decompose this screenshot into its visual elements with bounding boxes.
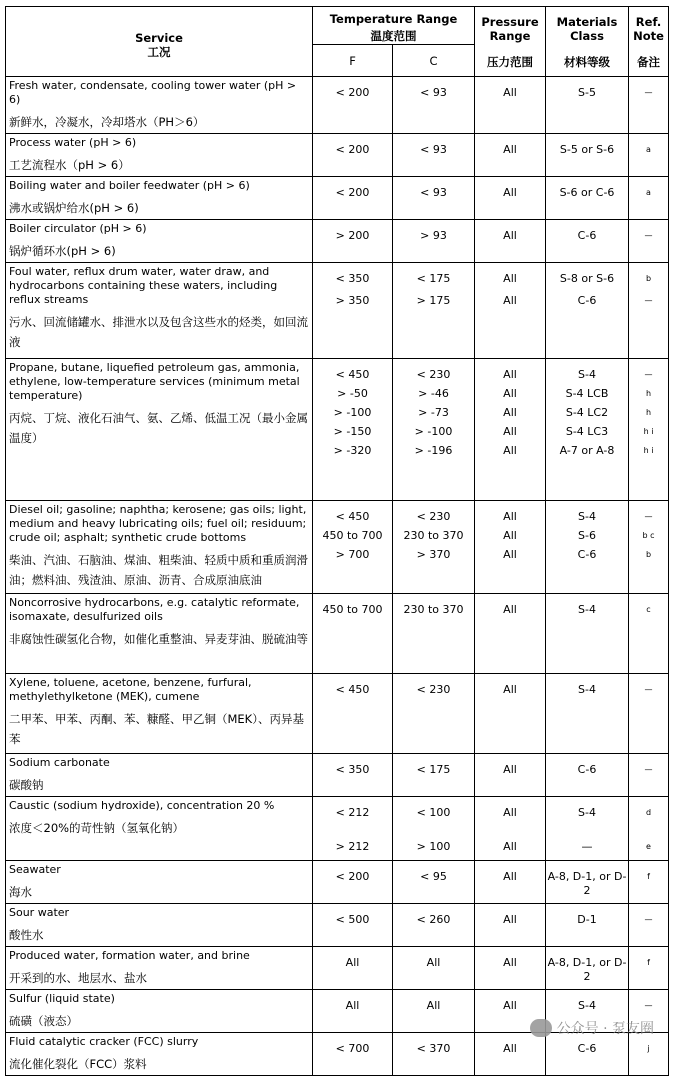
service-english: Produced water, formation water, and brine (9, 949, 250, 962)
ref-note: b (645, 550, 652, 559)
temp-f-value-cell (313, 861, 393, 904)
service-english: Diesel oil; gasoline; naphtha; kerosene; gas oils; light, medium and heavy lubricating oils; fuel oil; residuum; crude oil; asphalt; synthetic crude bottoms (9, 503, 307, 544)
temp-c-value: All (426, 956, 441, 969)
material-class-cell (546, 77, 629, 134)
temp-c-value-cell (393, 220, 475, 263)
pressure-value: All (503, 229, 517, 242)
ref-note: — (644, 1001, 653, 1010)
service-materials-table (5, 6, 669, 1076)
temp-f-value: < 350 (335, 763, 370, 776)
table-row (6, 359, 669, 501)
service-cell (6, 263, 313, 359)
pressure-value-cell (475, 501, 546, 594)
table-row (6, 1033, 669, 1076)
temp-f-value: < 700 (335, 1042, 370, 1055)
ref-note-cell (629, 134, 669, 177)
temp-c-value: < 93 (420, 86, 447, 99)
material-class: S-8 or S-6 (559, 272, 615, 285)
service-header: Service 工况 (6, 7, 313, 77)
pressure-value: All (503, 683, 517, 696)
service-english: Boiler circulator (pH > 6) (9, 222, 147, 235)
ref-note: c (646, 605, 651, 614)
material-class-cell (546, 359, 629, 501)
material-class: S-4 LCB (565, 387, 609, 400)
temp-c-value-cell (393, 263, 475, 359)
material-class: S-4 (578, 368, 596, 381)
temp-c-value: > -196 (414, 444, 453, 457)
materials-header: Materials Class 材料等级 (546, 7, 629, 77)
temp-c-value-cell (393, 177, 475, 220)
pressure-value-cell (475, 904, 546, 947)
material-class: S-4 (578, 510, 596, 523)
table-row (6, 134, 669, 177)
service-chinese: 锅炉循环水(pH > 6) (9, 244, 116, 258)
pressure-value-cell (475, 77, 546, 134)
material-class-cell (546, 594, 629, 674)
material-class: C-6 (577, 548, 597, 561)
service-english: Xylene, toluene, acetone, benzene, furfural, methylethylketone (MEK), cumene (9, 676, 252, 703)
ref-note-cell (629, 501, 669, 594)
table-row (6, 674, 669, 754)
pressure-value: All (503, 294, 517, 307)
service-chinese: 碳酸钠 (9, 778, 44, 792)
ref-note-cell (629, 861, 669, 904)
material-class: S-6 (578, 529, 596, 542)
service-chinese: 酸性水 (9, 928, 44, 942)
pressure-value-cell (475, 594, 546, 674)
temp-c-value-cell (393, 134, 475, 177)
table-row (6, 754, 669, 797)
material-class: S-4 (578, 683, 596, 696)
temp-c-value: > 93 (420, 229, 447, 242)
material-class: A-8, D-1, or D-2 (547, 870, 627, 897)
temp-c-value: > 100 (416, 840, 451, 853)
service-cell (6, 134, 313, 177)
pressure-value-cell (475, 754, 546, 797)
material-class-cell (546, 1033, 629, 1076)
ref-note-cell (629, 594, 669, 674)
pressure-value-cell (475, 359, 546, 501)
temp-f-value: < 200 (335, 870, 370, 883)
material-class-cell (546, 861, 629, 904)
service-chinese: 浓度＜20%的苛性钠（氢氧化钠） (9, 821, 185, 835)
material-class: S-5 or S-6 (559, 143, 615, 156)
temp-c-value-cell (393, 861, 475, 904)
material-class: S-5 (578, 86, 596, 99)
service-cell (6, 220, 313, 263)
service-cell (6, 990, 313, 1033)
temp-c-value: 230 to 370 (403, 529, 464, 542)
temp-f-value: < 200 (335, 143, 370, 156)
pressure-value: All (503, 186, 517, 199)
temp-f-value: < 450 (335, 510, 370, 523)
ref-note: — (644, 512, 653, 521)
pressure-value: All (503, 603, 517, 616)
ref-note: — (644, 370, 653, 379)
temp-c-value: < 260 (416, 913, 451, 926)
pressure-value: All (503, 143, 517, 156)
temp-f-value-cell (313, 947, 393, 990)
pressure-value-cell (475, 674, 546, 754)
ref-note-cell (629, 359, 669, 501)
table-row (6, 904, 669, 947)
temp-c-value: > -46 (418, 387, 449, 400)
ref-note: f (647, 958, 650, 967)
material-class-cell (546, 947, 629, 990)
temp-f-value: < 450 (335, 368, 370, 381)
temp-f-value: > -320 (333, 444, 372, 457)
material-class: S-4 (578, 806, 596, 819)
temp-f-value-cell (313, 263, 393, 359)
temp-f-value: > -150 (333, 425, 372, 438)
temp-c-value: < 230 (416, 368, 451, 381)
service-chinese: 丙烷、丁烷、液化石油气、氨、乙烯、低温工况（最小金属温度） (9, 411, 308, 445)
temp-c-value-cell (393, 990, 475, 1033)
material-class: S-4 LC2 (565, 406, 609, 419)
pressure-value: All (503, 387, 517, 400)
service-cell (6, 947, 313, 990)
pressure-value: All (503, 272, 517, 285)
material-class: C-6 (577, 229, 597, 242)
ref-note-cell (629, 177, 669, 220)
temp-f-value: < 450 (335, 683, 370, 696)
service-cell (6, 1033, 313, 1076)
ref-note-cell (629, 263, 669, 359)
temp-f-value-cell (313, 674, 393, 754)
pressure-value-cell (475, 177, 546, 220)
temp-c-value-cell (393, 594, 475, 674)
temp-f-value-cell (313, 594, 393, 674)
pressure-value-cell (475, 861, 546, 904)
pressure-value: All (503, 444, 517, 457)
temp-f-value: < 212 (335, 806, 370, 819)
material-class: S-4 LC3 (565, 425, 609, 438)
ref-note: — (644, 685, 653, 694)
ref-note: — (644, 88, 653, 97)
ref-note: h i (643, 427, 654, 436)
temp-f-value-cell (313, 359, 393, 501)
temp-c-value-cell (393, 797, 475, 861)
ref-note: b (645, 274, 652, 283)
table-row (6, 177, 669, 220)
material-class: C-6 (577, 1042, 597, 1055)
wechat-bubble-icon (530, 1019, 552, 1037)
service-english: Noncorrosive hydrocarbons, e.g. catalytic reformate, isomaxate, desulfurized oils (9, 596, 300, 623)
temp-f-value: > 212 (335, 840, 370, 853)
temp-c-value-cell (393, 947, 475, 990)
service-english: Foul water, reflux drum water, water draw, and hydrocarbons containing these waters, including reflux streams (9, 265, 278, 306)
ref-note: e (646, 842, 651, 851)
temp-f-value: > 350 (335, 294, 370, 307)
temp-f-value: 450 to 700 (322, 603, 383, 616)
temp-f-value: > 700 (335, 548, 370, 561)
service-chinese: 柴油、汽油、石脑油、煤油、粗柴油、轻质中质和重质润滑油；燃料油、残渣油、原油、沥青、合成原油底油 (9, 553, 308, 587)
table-row (6, 947, 669, 990)
temp-f-value-cell (313, 134, 393, 177)
temp-c-value: < 95 (420, 870, 447, 883)
temp-f-value: > 200 (335, 229, 370, 242)
material-class-cell (546, 754, 629, 797)
table-row (6, 263, 669, 359)
table-row (6, 220, 669, 263)
ref-note-cell (629, 674, 669, 754)
ref-note: h i (643, 446, 654, 455)
table-row (6, 861, 669, 904)
ref-note: f (647, 872, 650, 881)
service-english: Fluid catalytic cracker (FCC) slurry (9, 1035, 199, 1048)
service-english: Seawater (9, 863, 61, 876)
temp-f-value-cell (313, 754, 393, 797)
pressure-value: All (503, 529, 517, 542)
material-class: S-4 (578, 603, 596, 616)
temp-c-value: < 93 (420, 186, 447, 199)
service-english: Caustic (sodium hydroxide), concentration 20 % (9, 799, 275, 812)
material-class-cell (546, 501, 629, 594)
temp-c-value-cell (393, 359, 475, 501)
service-chinese: 开采到的水、地层水、盐水 (9, 971, 147, 985)
pressure-value: All (503, 913, 517, 926)
service-cell (6, 359, 313, 501)
pressure-value: All (503, 425, 517, 438)
temp-c-value: > 175 (416, 294, 451, 307)
fahrenheit-header: F (313, 45, 393, 77)
service-english: Fresh water, condensate, cooling tower water (pH > 6) (9, 79, 297, 106)
temperature-header: Temperature Range 温度范围 (313, 7, 475, 45)
material-class: C-6 (577, 763, 597, 776)
ref-note-cell (629, 797, 669, 861)
table-row (6, 77, 669, 134)
ref-note: h (645, 408, 652, 417)
temp-c-value: > 370 (416, 548, 451, 561)
pressure-value-cell (475, 134, 546, 177)
celsius-header: C (393, 45, 475, 77)
material-class: C-6 (577, 294, 597, 307)
ref-note: — (644, 765, 653, 774)
service-chinese: 工艺流程水（pH > 6） (9, 158, 130, 172)
temp-c-value-cell (393, 674, 475, 754)
service-chinese: 硫磺（液态） (9, 1014, 78, 1028)
ref-note: h (645, 389, 652, 398)
material-class: A-7 or A-8 (559, 444, 615, 457)
temp-f-value: 450 to 700 (322, 529, 383, 542)
pressure-header: Pressure Range 压力范围 (475, 7, 546, 77)
ref-note: a (646, 188, 651, 197)
pressure-value-cell (475, 220, 546, 263)
ref-note-cell (629, 220, 669, 263)
ref-note: a (646, 145, 651, 154)
service-cell (6, 594, 313, 674)
temp-f-value-cell (313, 501, 393, 594)
material-class-cell (546, 177, 629, 220)
service-chinese: 二甲苯、甲苯、丙酮、苯、糠醛、甲乙铜（MEK）、丙异基苯 (9, 712, 304, 746)
pressure-value: All (503, 763, 517, 776)
material-class: — (581, 840, 593, 853)
pressure-value-cell (475, 947, 546, 990)
ref-note-cell (629, 904, 669, 947)
temp-f-value: < 200 (335, 86, 370, 99)
temp-f-value-cell (313, 990, 393, 1033)
temp-c-value: < 370 (416, 1042, 451, 1055)
pressure-value: All (503, 406, 517, 419)
material-class-cell (546, 220, 629, 263)
pressure-value: All (503, 840, 517, 853)
pressure-value-cell (475, 797, 546, 861)
ref-note-cell (629, 77, 669, 134)
service-english: Propane, butane, liquefied petroleum gas, ammonia, ethylene, low-temperature services (minimum metal temperature) (9, 361, 300, 402)
temp-c-value: < 93 (420, 143, 447, 156)
material-class: S-6 or C-6 (559, 186, 615, 199)
pressure-value: All (503, 510, 517, 523)
pressure-value: All (503, 806, 517, 819)
temp-f-value-cell (313, 177, 393, 220)
ref-note: — (644, 915, 653, 924)
temp-c-value-cell (393, 1033, 475, 1076)
ref-note: — (644, 296, 653, 305)
material-class-cell (546, 674, 629, 754)
temp-c-value: 230 to 370 (403, 603, 464, 616)
temp-c-value: All (426, 999, 441, 1012)
pressure-value: All (503, 956, 517, 969)
ref-note: d (645, 808, 652, 817)
service-chinese: 污水、回流储罐水、排泄水以及包含这些水的烃类，如回流液 (9, 315, 308, 349)
temp-c-value: > -100 (414, 425, 453, 438)
temp-c-value-cell (393, 77, 475, 134)
service-cell (6, 861, 313, 904)
temp-c-value: < 100 (416, 806, 451, 819)
pressure-value: All (503, 870, 517, 883)
service-cell (6, 177, 313, 220)
service-cell (6, 797, 313, 861)
material-class: S-4 (578, 999, 596, 1012)
temp-c-value: < 175 (416, 763, 451, 776)
temp-c-value-cell (393, 501, 475, 594)
temp-f-value-cell (313, 220, 393, 263)
service-english: Sour water (9, 906, 70, 919)
temp-c-value-cell (393, 904, 475, 947)
table-row (6, 797, 669, 861)
temp-c-value: < 230 (416, 683, 451, 696)
temp-f-value: All (345, 999, 360, 1012)
service-chinese: 沸水或锅炉给水(pH > 6) (9, 201, 139, 215)
service-english: Sodium carbonate (9, 756, 110, 769)
material-class-cell (546, 797, 629, 861)
service-english: Sulfur (liquid state) (9, 992, 115, 1005)
watermark (530, 1018, 654, 1038)
pressure-value-cell (475, 263, 546, 359)
table-row (6, 594, 669, 674)
material-class-cell (546, 263, 629, 359)
temp-c-value-cell (393, 754, 475, 797)
pressure-value: All (503, 86, 517, 99)
temp-f-value: > -100 (333, 406, 372, 419)
service-cell (6, 501, 313, 594)
material-class-cell (546, 904, 629, 947)
ref-note: j (647, 1044, 650, 1053)
ref-note: — (644, 231, 653, 240)
service-chinese: 非腐蚀性碳氢化合物，如催化重整油、异麦芽油、脱硫油等 (9, 632, 308, 646)
temp-f-value: < 200 (335, 186, 370, 199)
service-english: Boiling water and boiler feedwater (pH > 6) (9, 179, 250, 192)
watermark-text: 公众号 · 泵友圈 (556, 1021, 654, 1037)
temp-c-value: > -73 (418, 406, 449, 419)
temp-f-value-cell (313, 77, 393, 134)
pressure-value: All (503, 368, 517, 381)
service-cell (6, 77, 313, 134)
service-english: Process water (pH > 6) (9, 136, 137, 149)
temp-c-value: < 175 (416, 272, 451, 285)
pressure-value: All (503, 548, 517, 561)
service-cell (6, 674, 313, 754)
pressure-value: All (503, 999, 517, 1012)
ref-note-cell (629, 947, 669, 990)
pressure-value: All (503, 1042, 517, 1055)
temp-f-value: > -50 (337, 387, 368, 400)
material-class-cell (546, 134, 629, 177)
temp-f-value: All (345, 956, 360, 969)
temp-c-value: < 230 (416, 510, 451, 523)
ref-note-header: Ref. Note 备注 (629, 7, 669, 77)
temp-f-value-cell (313, 1033, 393, 1076)
material-class: D-1 (577, 913, 597, 926)
temp-f-value: < 500 (335, 913, 370, 926)
service-cell (6, 904, 313, 947)
ref-note-cell (629, 1033, 669, 1076)
service-chinese: 流化催化裂化（FCC）浆料 (9, 1057, 147, 1071)
material-class: A-8, D-1, or D-2 (547, 956, 627, 983)
ref-note-cell (629, 754, 669, 797)
service-chinese: 新鲜水，冷凝水，冷却塔水（PH＞6） (9, 115, 205, 129)
service-cell (6, 754, 313, 797)
table-row (6, 501, 669, 594)
service-chinese: 海水 (9, 885, 32, 899)
temp-f-value-cell (313, 797, 393, 861)
ref-note: b c (642, 531, 655, 540)
temp-f-value-cell (313, 904, 393, 947)
temp-f-value: < 350 (335, 272, 370, 285)
